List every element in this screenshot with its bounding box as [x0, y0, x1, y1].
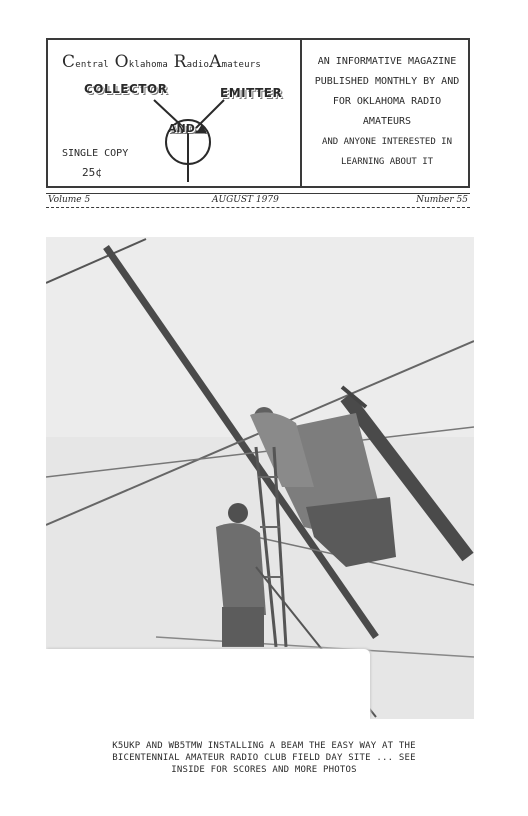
logo-emitter-text: EMITTER: [220, 86, 283, 100]
caption-line: K5UKP AND WB5TMW INSTALLING A BEAM THE EASY WAY AT THE: [112, 741, 416, 751]
masthead-description: [304, 40, 470, 186]
masthead: [46, 38, 470, 188]
volume-label: Volume 5: [48, 195, 91, 205]
issue-number: Number 55: [416, 195, 468, 205]
org-initial-c: C: [62, 52, 76, 72]
org-initial-a: A: [209, 52, 222, 72]
org-word-oklahoma: klahoma: [128, 60, 174, 70]
single-copy-label: SINGLE COPY: [62, 148, 129, 159]
issue-info-bar: [46, 193, 470, 208]
description-line: AMATEURS: [362, 116, 412, 127]
logo-and-text: AND: [168, 122, 195, 135]
description-line: AN INFORMATIVE MAGAZINE: [317, 56, 457, 67]
description-line: FOR OKLAHOMA RADIO: [332, 96, 442, 107]
caption-line: INSIDE FOR SCORES AND MORE PHOTOS: [171, 765, 357, 775]
description-line: PUBLISHED MONTHLY BY AND: [314, 76, 460, 87]
description-line: AND ANYONE INTERESTED IN: [321, 137, 453, 147]
org-word-amateurs: mateurs: [221, 60, 261, 70]
photo-label-patch: [46, 649, 370, 719]
org-name: [62, 52, 298, 72]
org-initial-r: R: [173, 52, 187, 72]
caption-line: BICENTENNIAL AMATEUR RADIO CLUB FIELD DAY SITE ... SEE: [112, 753, 416, 763]
logo-collector-text: COLLECTOR: [84, 82, 168, 96]
cover-photo: [46, 237, 474, 719]
cover-photo-illustration: [46, 237, 474, 719]
transistor-logo-icon: [144, 92, 234, 184]
org-word-central: entral: [75, 60, 115, 70]
issue-date: AUGUST 1979: [212, 195, 279, 205]
org-word-radio: adio: [186, 60, 210, 70]
org-initial-o: O: [114, 52, 129, 72]
price: 25¢: [82, 166, 102, 179]
photo-caption: [60, 740, 468, 776]
masthead-divider: [300, 40, 302, 186]
description-line: LEARNING ABOUT IT: [340, 157, 434, 167]
